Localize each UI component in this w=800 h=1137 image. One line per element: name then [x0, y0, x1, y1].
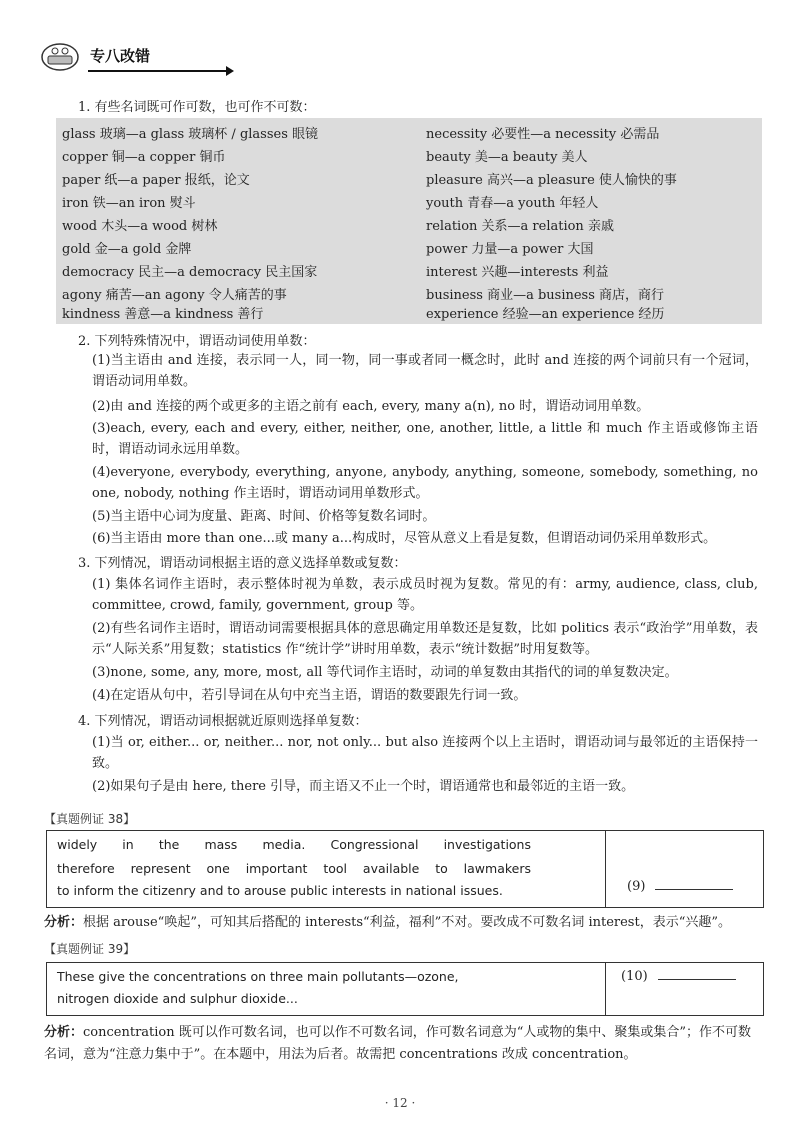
example39-line-2: nitrogen dioxide and sulphur dioxide...: [57, 991, 298, 1006]
section3-title: 3. 下列情况，谓语动词根据主语的意义选择单数或复数：: [78, 556, 407, 571]
example38-answer: [627, 879, 733, 894]
noun-left-2: copper 铜—a copper 铜币: [62, 150, 226, 165]
example39-line-1: These give the concentrations on three main pollutants—ozone,: [57, 969, 459, 984]
section3-item-4: (4)在定语从句中，若引导词在从句中充当主语，谓语的数要跟先行词一致。: [92, 688, 527, 703]
example38-analysis-text: 根据 arouse“唤起”，可知其后搭配的 interests“利益，福利”不对。要改成不可数名词 interest，表示“兴趣”。: [83, 915, 731, 930]
noun-left-7: democracy 民主—a democracy 民主国家: [62, 265, 318, 280]
noun-right-5: relation 关系—a relation 亲戚: [426, 219, 614, 234]
noun-right-3: pleasure 高兴—a pleasure 使人愉快的事: [426, 173, 677, 188]
noun-left-6: gold 金—a gold 金牌: [62, 242, 192, 257]
header-arrow-icon: [226, 66, 234, 76]
page-number: · 12 ·: [384, 1096, 416, 1110]
example38-line-3: to inform the citizenry and to arouse public interests in national issues.: [57, 883, 503, 898]
section4-title: 4. 下列情况，谓语动词根据就近原则选择单复数：: [78, 714, 368, 729]
example38-analysis-label: 分析：: [44, 915, 84, 930]
noun-left-4: iron 铁—an iron 熨斗: [62, 196, 196, 211]
example38-analysis: [44, 912, 762, 934]
example38-answer-blank[interactable]: [655, 879, 733, 890]
section2-item-1: (1)当主语由 and 连接，表示同一人，同一物，同一事或者同一概念时，此时 and 连接的两个词前只有一个冠词，谓语动词用单数。: [92, 353, 758, 389]
noun-right-1: necessity 必要性—a necessity 必需品: [426, 127, 660, 142]
example38-divider: [605, 831, 606, 907]
section3-item-2: (2)有些名词作主语时，谓语动词需要根据具体的意思确定用单数还是复数，比如 politics 表示“政治学”用单数，表示“人际关系”用复数；statistics 作“统计学”讲时用单数，表示“统计数据”时用复数等。: [92, 621, 758, 657]
noun-right-4: youth 青春—a youth 年轻人: [426, 196, 599, 211]
example38-line-2: therefore represent one important tool available to lawmakers: [57, 861, 531, 876]
noun-left-3: paper 纸—a paper 报纸，论文: [62, 173, 250, 188]
section2-item-6: (6)当主语由 more than one...或 many a...构成时，尽管从意义上看是复数，但谓语动词仍采用单数形式。: [92, 531, 717, 546]
example39-answer-label: (10): [621, 969, 648, 984]
noun-left-8: agony 痛苦—an agony 令人痛苦的事: [62, 288, 287, 303]
section2-item-3: (3)each, every, each and every, either, neither, one, another, little, a little 和 much 作主语或修饰主语时，谓语动词永远用单数。: [92, 421, 758, 457]
noun-right-6: power 力量—a power 大国: [426, 242, 594, 257]
example39-answer: [621, 969, 736, 984]
example39-answer-blank[interactable]: [658, 969, 736, 980]
section2-item-2: (2)由 and 连接的两个或更多的主语之前有 each, every, many a(n), no 时，谓语动词用单数。: [92, 399, 650, 414]
noun-right-7: interest 兴趣—interests 利益: [426, 265, 609, 280]
noun-left-9: kindness 善意—a kindness 善行: [62, 307, 264, 322]
noun-right-9: experience 经验—an experience 经历: [426, 307, 665, 322]
example38-line-1: widely in the mass media. Congressional investigations: [57, 837, 531, 852]
section3-item-1: (1) 集体名词作主语时，表示整体时视为单数，表示成员时视为复数。常见的有：army, audience, class, club, committee, crowd, family, government, group 等。: [92, 577, 758, 613]
example39-analysis: [44, 1022, 762, 1066]
example39-analysis-label: 分析：: [44, 1025, 84, 1040]
header-title: 专八改错: [90, 47, 151, 65]
header-underline: [88, 70, 228, 72]
example38-answer-label: (9): [627, 879, 646, 894]
example39-divider: [605, 963, 606, 1015]
example38-title: 【真题例证 38】: [44, 812, 136, 826]
section1-title: 1. 有些名词既可作可数，也可作不可数：: [78, 100, 316, 115]
section2-item-5: (5)当主语中心词为度量、距离、时间、价格等复数名词时。: [92, 509, 436, 524]
example39-box: [46, 962, 764, 1016]
example39-title: 【真题例证 39】: [44, 942, 136, 956]
noun-right-8: business 商业—a business 商店，商行: [426, 288, 665, 303]
section3-item-3: (3)none, some, any, more, most, all 等代词作主语时，动词的单复数由其指代的词的单复数决定。: [92, 665, 678, 680]
page-header: [40, 40, 760, 76]
section2-title: 2. 下列特殊情况中，谓语动词使用单数：: [78, 334, 316, 349]
section2-item-4: (4)everyone, everybody, everything, anyone, anybody, anything, someone, somebody, something, no one, nobody, nothing 作主语时，谓语动词用单数形式。: [92, 465, 758, 501]
book-logo-icon: [40, 42, 80, 72]
noun-left-1: glass 玻璃—a glass 玻璃杯 / glasses 眼镜: [62, 127, 319, 142]
noun-right-2: beauty 美—a beauty 美人: [426, 150, 588, 165]
section4-item-1: (1)当 or, either... or, neither... nor, not only... but also 连接两个以上主语时，谓语动词与最邻近的主语保持一致。: [92, 735, 758, 771]
noun-left-5: wood 木头—a wood 树林: [62, 219, 218, 234]
example39-analysis-text: concentration 既可以作可数名词，也可以作不可数名词，作可数名词意为“人或物的集中、聚集或集合”；作不可数名词，意为“注意力集中于”。在本题中，用法为后者。故需把 concentrations 改成 concentration。: [44, 1025, 752, 1062]
example38-box: [46, 830, 764, 908]
section4-item-2: (2)如果句子是由 here, there 引导，而主语又不止一个时，谓语通常也和最邻近的主语一致。: [92, 779, 635, 794]
